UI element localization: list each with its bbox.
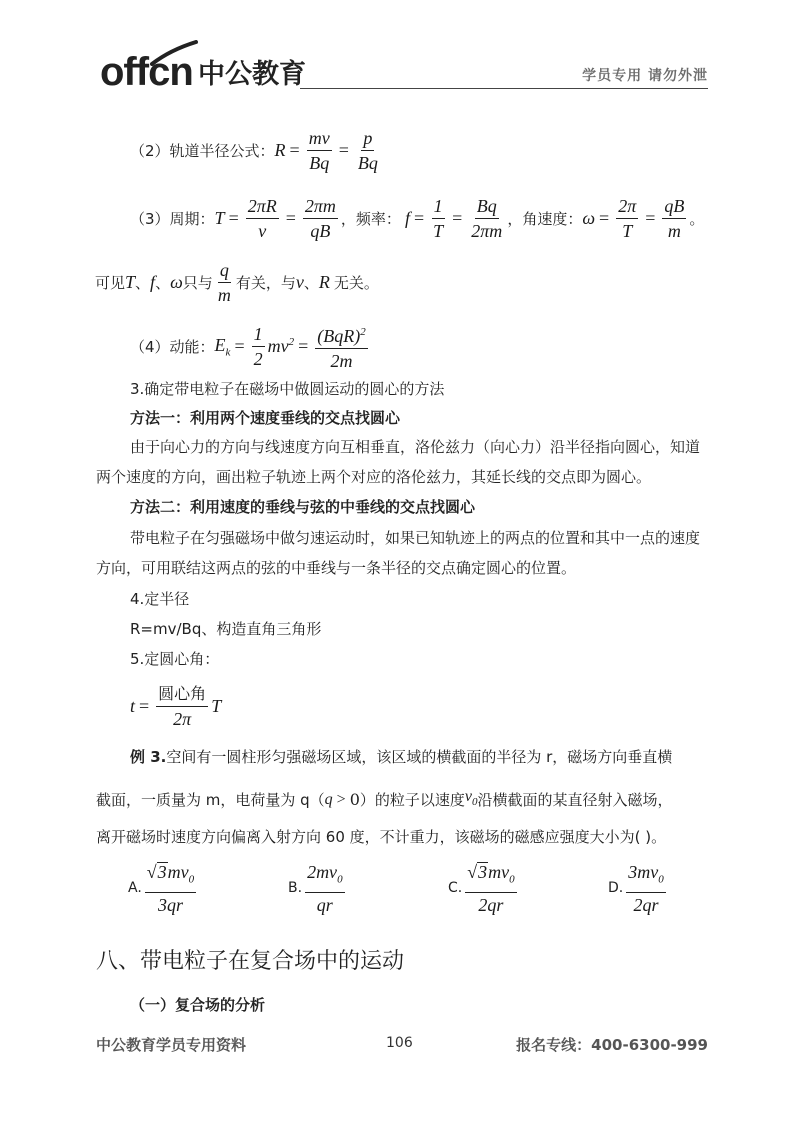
sec4-title: 4.定半径 — [130, 590, 190, 608]
formula-radius-label: （2）轨道半径公式： — [130, 142, 275, 160]
header-note: 学员专用 请勿外泄 — [582, 68, 708, 84]
page-number: 106 — [386, 1035, 413, 1051]
formula-time: t = $\frac{\text{圆心角}}{2\pi}$ T — [130, 684, 222, 729]
formula-period-label: （3）周期： — [130, 210, 215, 228]
footer-left: 中公教育学员专用资料 — [96, 1036, 247, 1054]
option-b[interactable]: B. $\frac{2mv_0}{qr}$ — [288, 862, 343, 915]
sec3-method1-title: 方法一：利用两个速度垂线的交点找圆心 — [130, 409, 401, 427]
formula-period-end: 。 — [689, 210, 705, 228]
formula-kinetic: （4）动能： $E_k$ = $\frac{1}{2}$ $mv^2$ = $\frac{(BqR)^2}{2m}$ — [130, 324, 366, 371]
sec3-title: 3.确定带电粒子在磁场中做圆运动的圆心的方法 — [130, 380, 445, 398]
sec4-text: R=mv/Bq、构造直角三角形 — [130, 620, 322, 638]
formula-period: （3）周期： T = $\frac{2\pi R}{v}$ = $\frac{2\pi m}{qB}$ ，频率： f = $\frac{1}{T}$ = $\frac{Bq}{2\pi m}$ ，角速度： ω = $\frac{2\pi}{T}$ = $\frac{qB}{m}$ 。 — [130, 196, 705, 241]
formula-radius: （2）轨道半径公式： R = $\frac{mv}{Bq}$ = $\frac{p}{Bq}$ — [130, 128, 378, 173]
formula-freq-label: ，频率： — [340, 210, 401, 228]
sec3-method2-title: 方法二：利用速度的垂线与弦的中垂线的交点找圆心 — [130, 498, 476, 516]
logo-chinese: 中公教育 — [198, 59, 306, 90]
example-line2: 截面，一质量为 m，电荷量为 q（ q > 0 ）的粒子以速度 $v_0$ 沿横截面的某直径射入磁场， — [96, 788, 673, 809]
sec3-method1-text: 由于向心力的方向与线速度方向互相垂直，洛伦兹力（向心力）沿半径指向圆心，知道两个速度的方向，画出粒子轨迹上两个对应的洛伦兹力，其延长线的交点即为圆心。 — [96, 438, 701, 486]
example-label: 例 3. — [130, 748, 167, 766]
option-c[interactable]: C. √ 3 $mv_0$ 2qr — [448, 862, 515, 915]
header-rule — [300, 88, 708, 89]
formula-kinetic-label: （4）动能： — [130, 338, 215, 356]
option-a[interactable]: A. √ 3 $mv_0$ 3qr — [128, 862, 195, 915]
sec3-method2-text: 带电粒子在匀强磁场中做匀速运动时，如果已知轨迹上的两点的位置和其中一点的速度方向，可用联结这两点的弦的中垂线与一条半径的交点确定圆心的位置。 — [96, 529, 701, 577]
example-line1: 例 3.空间有一圆柱形匀强磁场区域，该区域的横截面的半径为 r，磁场方向垂直横 — [130, 748, 673, 766]
logo-wordmark: offcn — [100, 50, 193, 94]
footer-right: 报名专线：400-6300-999 — [516, 1036, 708, 1054]
sec5-title: 5.定圆心角： — [130, 650, 220, 668]
note-line: 可见 T 、 f 、 ω 只与 $\frac{q}{m}$ 有关，与 v 、 R 无关。 — [95, 260, 379, 305]
section8-title: 八、带电粒子在复合场中的运动 — [96, 949, 405, 974]
formula-ang-label: ，角速度： — [507, 210, 583, 228]
example-line3: 离开磁场时速度方向偏离入射方向 60 度，不计重力，该磁场的磁感应强度大小为( )。 — [96, 828, 667, 846]
option-d[interactable]: D. $\frac{3mv_0}{2qr}$ — [608, 862, 664, 915]
section8-subtitle: （一）复合场的分析 — [130, 996, 266, 1014]
